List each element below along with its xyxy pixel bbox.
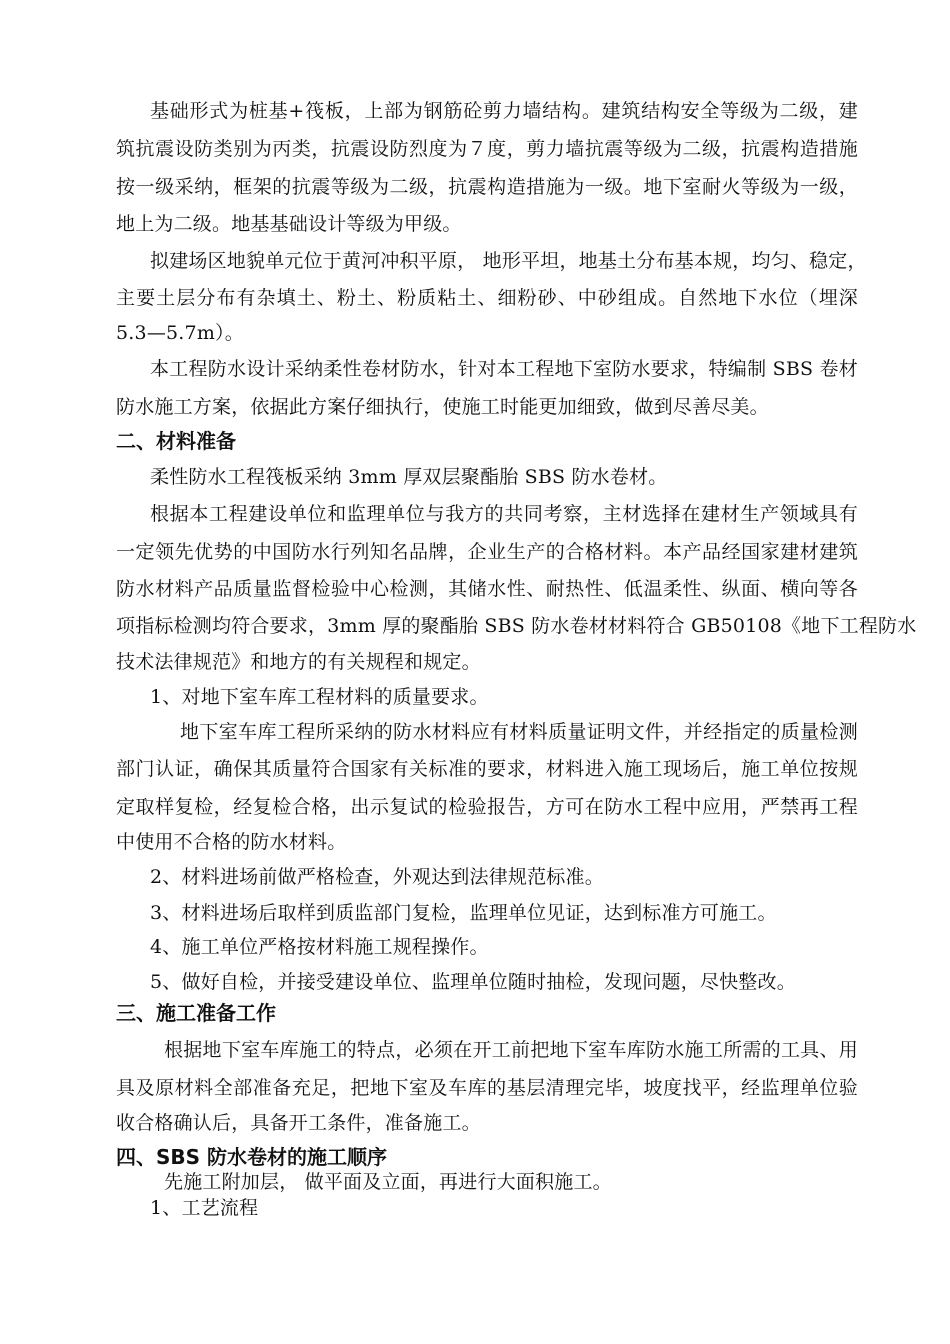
paragraph-line: 收合格确认后，具备开工条件，准备施工。 [116,1112,481,1134]
paragraph-line: 地上为二级。地基基础设计等级为甲级。 [116,213,462,235]
paragraph-line: 项指标检测均符合要求，3mm 厚的聚酯胎 SBS 防水卷材材料符合 GB50108《地下工程防水 [116,615,917,637]
list-item: 4、施工单位严格按材料施工规程操作。 [150,936,489,958]
section-heading: 三、施工准备工作 [116,1001,276,1025]
paragraph-line: 根据地下室车库施工的特点，必须在开工前把地下室车库防水施工所需的工具、用 [164,1039,858,1061]
list-item: 5、做好自检，并接受建设单位、监理单位随时抽检，发现问题，尽快整改。 [150,971,796,993]
list-item: 1、工艺流程 [150,1197,259,1219]
paragraph-line: 按一级采纳，框架的抗震等级为二级，抗震构造措施为一级。地下室耐火等级为一级， [116,176,858,198]
paragraph-line: 基础形式为桩基+筏板，上部为钢筋砼剪力墙结构。建筑结构安全等级为二级，建 [150,100,858,122]
section-heading: 二、材料准备 [116,429,236,453]
paragraph-line: 防水材料产品质量监督检验中心检测，其储水性、耐热性、低温柔性、纵面、横向等各 [116,578,858,600]
paragraph-line: 技术法律规范》和地方的有关规程和规定。 [116,651,481,673]
section-heading: 四、SBS 防水卷材的施工顺序 [116,1145,388,1169]
list-item: 1、对地下室车库工程材料的质量要求。 [150,686,489,708]
paragraph-line: 筑抗震设防类别为丙类，抗震设防烈度为７度，剪力墙抗震等级为二级，抗震构造措施 [116,138,858,160]
paragraph-line: 5.3—5.7m）。 [116,322,244,344]
paragraph-line: 防水施工方案，依据此方案仔细执行，使施工时能更加细致，做到尽善尽美。 [116,396,769,418]
paragraph-line: 本工程防水设计采纳柔性卷材防水，针对本工程地下室防水要求，特编制 SBS 卷材 [150,358,858,380]
paragraph-line: 定取样复检，经复检合格，出示复试的检验报告，方可在防水工程中应用，严禁再工程 [116,796,858,818]
paragraph-line: 先施工附加层， 做平面及立面，再进行大面积施工。 [164,1171,612,1193]
paragraph-line: 柔性防水工程筏板采纳 3mm 厚双层聚酯胎 SBS 防水卷材。 [150,466,668,488]
paragraph-line: 根据本工程建设单位和监理单位与我方的共同考察，主材选择在建材生产领域具有 [150,503,858,525]
paragraph-line: 主要土层分布有杂填土、粉土、粉质粘土、细粉砂、中砂组成。自然地下水位（埋深 [116,287,858,309]
paragraph-line: 一定领先优势的中国防水行列知名品牌，企业生产的合格材料。本产品经国家建材建筑 [116,541,858,563]
list-item: 2、材料进场前做严格检查，外观达到法律规范标准。 [150,866,604,888]
paragraph-line: 中使用不合格的防水材料。 [116,831,347,853]
paragraph-line: 具及原材料全部准备充足，把地下室及车库的基层清理完毕，坡度找平，经监理单位验 [116,1077,858,1099]
paragraph-line: 地下室车库工程所采纳的防水材料应有材料质量证明文件，并经指定的质量检测 [180,721,858,743]
list-item: 3、材料进场后取样到质监部门复检，监理单位见证，达到标准方可施工。 [150,902,777,924]
paragraph-line: 拟建场区地貌单元位于黄河冲积平原， 地形平坦，地基土分布基本规，均匀、稳定， [150,250,867,272]
paragraph-line: 部门认证，确保其质量符合国家有关标准的要求，材料进入施工现场后，施工单位按规 [116,758,858,780]
